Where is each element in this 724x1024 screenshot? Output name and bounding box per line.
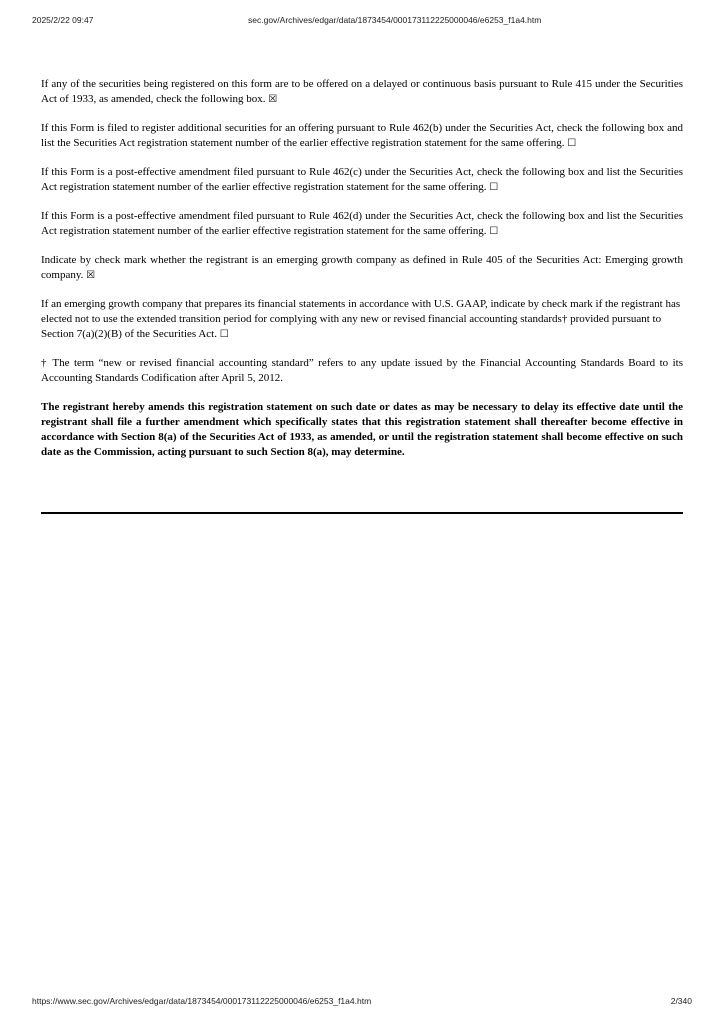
- rule-415-text: If any of the securities being registered on this form are to be offered on a delayed or continuous basis pursuant to Rule 415 under the Securities Act of 1933, as amended, check the following box.: [41, 78, 683, 105]
- rule-462b-checkbox: ☐: [567, 138, 577, 149]
- delaying-amendment: The registrant hereby amends this registration statement on such date or dates as may be necessary to delay its effective date until the registrant shall file a further amendment which specifically states that this registration statement shall thereafter become effective in accordance with Section 8(a) of the Securities Act of 1933, as amended, or until the registration statement shall become effective on such date as the Commission, acting pursuant to such Section 8(a), may determine.: [41, 401, 683, 458]
- page-number: 2/340: [670, 996, 692, 1006]
- rule-462c-text: If this Form is a post-effective amendment filed pursuant to Rule 462(c) under the Securities Act, check the following box and list the Securities Act registration statement number of the earlier effective registration statement for the same offering.: [41, 166, 683, 193]
- rule-415-paragraph: [41, 77, 683, 107]
- rule-462d-checkbox: ☐: [489, 226, 499, 237]
- rule-462c-paragraph: [41, 165, 683, 195]
- section-divider: [41, 512, 683, 514]
- emerging-growth-text: Indicate by check mark whether the registrant is an emerging growth company as defined in Rule 405 of the Securities Act: Emerging growth company.: [41, 254, 683, 281]
- footnote: † The term “new or revised financial accounting standard” refers to any update issued by the Financial Accounting Standards Board to its Accounting Standards Codification after April 5, 2012.: [41, 357, 683, 384]
- rule-462d-paragraph: [41, 209, 683, 239]
- document-body: [41, 77, 683, 474]
- transition-period-checkbox: ☐: [219, 329, 229, 340]
- rule-462b-paragraph: [41, 121, 683, 151]
- rule-415-checkbox: ☒: [268, 94, 278, 105]
- rule-462b-text: If this Form is filed to register additional securities for an offering pursuant to Rule 462(b) under the Securities Act, check the following box and list the Securities Act registration statement number of the earlier effective registration statement for the same offering.: [41, 122, 683, 149]
- transition-period-paragraph: [41, 297, 683, 342]
- print-header-url: sec.gov/Archives/edgar/data/1873454/000173112225000046/e6253_f1a4.htm: [248, 15, 542, 25]
- rule-462c-checkbox: ☐: [489, 182, 499, 193]
- emerging-growth-paragraph: [41, 253, 683, 283]
- transition-period-text: If an emerging growth company that prepares its financial statements in accordance with U.S. GAAP, indicate by check mark if the registrant has elected not to use the extended transition period for complying with any new or revised financial accounting standards† provided pursuant to Section 7(a)(2)(B) of the Securities Act.: [41, 298, 681, 340]
- rule-462d-text: If this Form is a post-effective amendment filed pursuant to Rule 462(d) under the Securities Act, check the following box and list the Securities Act registration statement number of the earlier effective registration statement for the same offering.: [41, 210, 683, 237]
- print-footer-url: https://www.sec.gov/Archives/edgar/data/1873454/000173112225000046/e6253_f1a4.htm: [32, 996, 372, 1006]
- print-timestamp: 2025/2/22 09:47: [32, 15, 94, 25]
- emerging-growth-checkbox: ☒: [86, 270, 96, 281]
